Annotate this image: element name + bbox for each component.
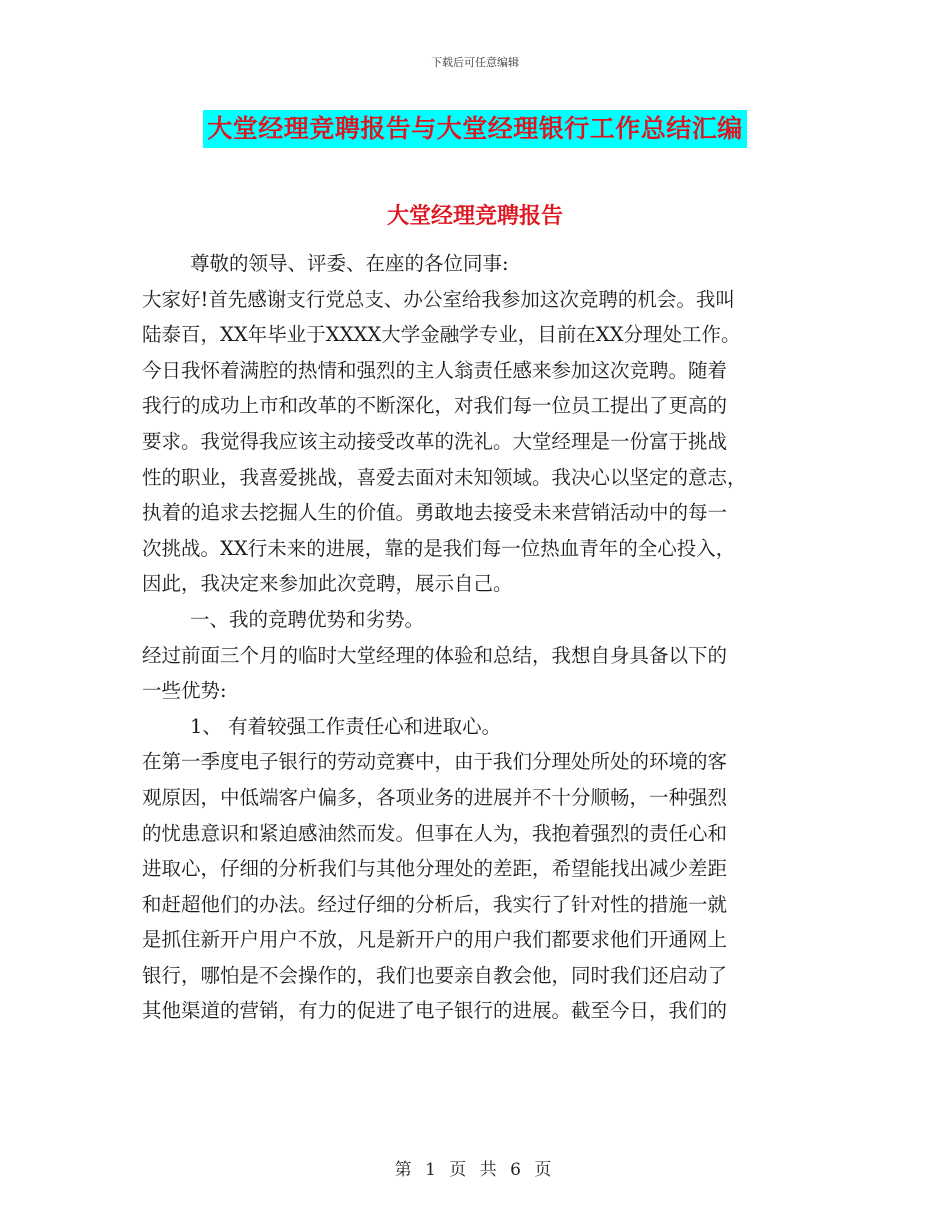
body-line: 一、我的竞聘优势和劣势。	[190, 607, 425, 631]
document-title: 大堂经理竞聘报告与大堂经理银行工作总结汇编	[203, 110, 747, 148]
body-line: 是抓住新开户用户不放，凡是新开户的用户我们都要求他们开通网上	[142, 928, 728, 952]
body-line: 一些优势:	[142, 679, 227, 703]
body-line: 今日我怀着满腔的热情和强烈的主人翁责任感来参加这次竞聘。随着	[142, 358, 728, 382]
document-title-wrapper	[0, 110, 950, 148]
body-line: 我行的成功上市和改革的不断深化，对我们每一位员工提出了更高的	[142, 394, 728, 418]
body-line: 因此，我决定来参加此次竞聘，展示自己。	[142, 572, 513, 596]
body-line: 次挑战。XX行未来的进展，靠的是我们每一位热血青年的全心投入，	[142, 536, 736, 560]
body-line: 1、 有着较强工作责任心和进取心。	[190, 714, 502, 738]
body-line: 观原因，中低端客户偏多，各项业务的进展并不十分顺畅，一种强烈	[142, 785, 728, 809]
body-line: 和赶超他们的办法。经过仔细的分析后，我实行了针对性的措施一就	[142, 892, 728, 916]
body-line: 执着的追求去挖掘人生的价值。勇敢地去接受未来营销活动中的每一	[142, 501, 728, 525]
body-line: 要求。我觉得我应该主动接受改革的洗礼。大堂经理是一份富于挑战	[142, 429, 728, 453]
body-line: 尊敬的领导、评委、在座的各位同事:	[190, 252, 509, 275]
body-line: 银行，哪怕是不会操作的，我们也要亲自教会他，同时我们还启动了	[142, 963, 728, 987]
body-line: 的忧患意识和紧迫感油然而发。但事在人为，我抱着强烈的责任心和	[142, 821, 728, 845]
body-line: 进取心，仔细的分析我们与其他分理处的差距，希望能找出减少差距	[142, 857, 728, 881]
body-line: 经过前面三个月的临时大堂经理的体验和总结，我想自身具备以下的	[142, 643, 728, 667]
body-line: 其他渠道的营销，有力的促进了电子银行的进展。截至今日，我们的	[142, 999, 728, 1023]
body-line: 性的职业，我喜爱挑战，喜爱去面对未知领域。我决心以坚定的意志，	[142, 465, 747, 489]
body-line: 在第一季度电子银行的劳动竞赛中，由于我们分理处所处的环境的客	[142, 750, 728, 774]
page-footer: 第 1 页 共 6 页	[394, 1160, 556, 1180]
header-note: 下载后可任意编辑	[431, 56, 519, 69]
section-title: 大堂经理竞聘报告	[386, 203, 563, 229]
body-text	[142, 246, 807, 1029]
body-line: 陆泰百，XX年毕业于XXXX大学金融学专业，目前在XX分理处工作。	[142, 323, 741, 347]
body-line: 大家好!首先感谢支行党总支、办公室给我参加这次竞聘的机会。我叫	[142, 287, 735, 311]
